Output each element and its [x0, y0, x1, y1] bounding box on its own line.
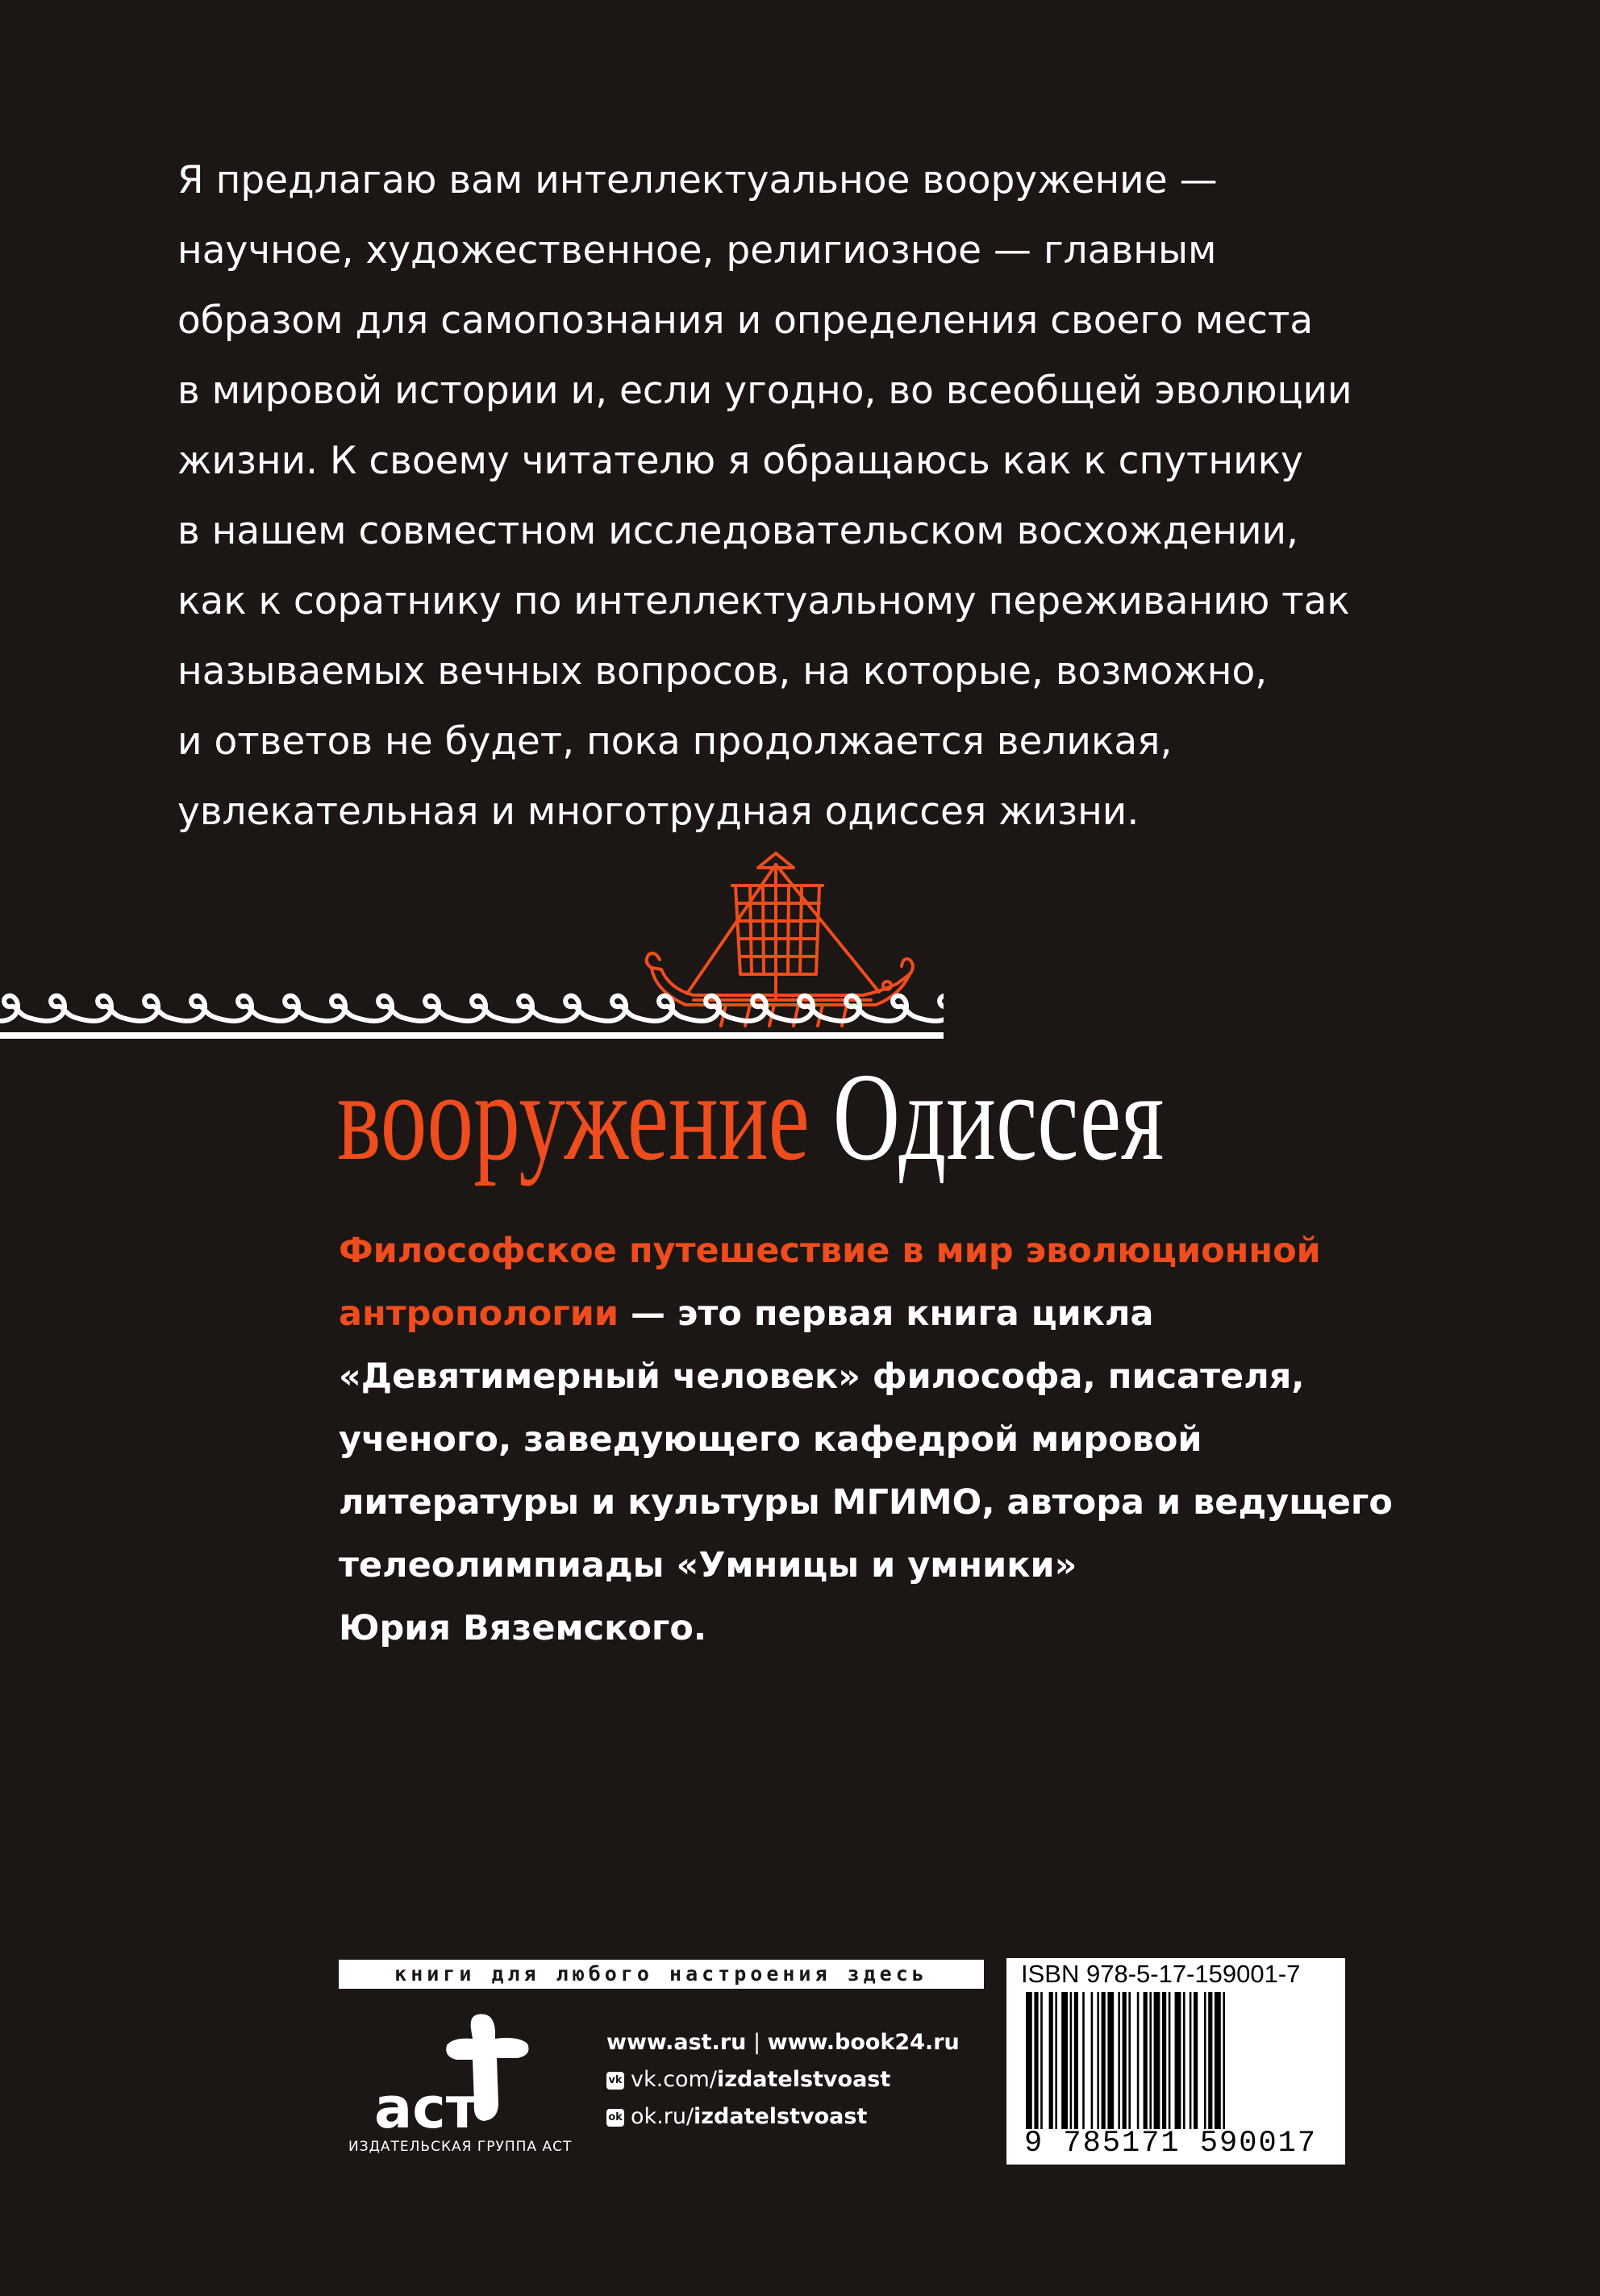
quote-line: называемых вечных вопросов, на которые, возможно,	[177, 649, 1268, 694]
barcode-bar	[1215, 1992, 1221, 2129]
barcode-bar	[1070, 1992, 1073, 2129]
desc-line: Философское путешествие в мир эволюционной	[339, 1231, 1321, 1271]
desc-line: ученого, заведующего кафедрой мировой	[339, 1419, 1202, 1460]
quote-line: жизни. К своему читателю я обращаюсь как к спутнику	[177, 439, 1303, 483]
barcode-bars	[1024, 1992, 1331, 2129]
quote-line: научное, художественное, религиозное — главным	[177, 228, 1217, 273]
barcode-bar	[1026, 1992, 1032, 2129]
barcode-bar	[1097, 1992, 1099, 2129]
barcode-bar	[1149, 1992, 1152, 2129]
quote-line: в мировой истории и, если угодно, во всеобщей эволюции	[177, 369, 1352, 413]
vk-prefix: vk.com/	[631, 2067, 717, 2092]
ast-logo	[373, 2006, 558, 2136]
barcode-bar	[1137, 1992, 1140, 2129]
book-title	[337, 1048, 1164, 1186]
quote-line: увлекательная и многотрудная одиссея жизни.	[177, 790, 1140, 834]
barcode-bar	[1175, 1992, 1181, 2129]
barcode-bar	[1034, 1992, 1038, 2129]
desc-line: Юрия Вяземского.	[339, 1608, 707, 1648]
barcode-bar	[1102, 1992, 1106, 2129]
ok-row[interactable]	[606, 2098, 960, 2136]
barcode-bar	[1061, 1992, 1068, 2129]
barcode-bar	[1049, 1992, 1053, 2129]
vk-icon: vk	[606, 2072, 624, 2090]
isbn-barcode	[1006, 1958, 1345, 2165]
barcode-bar	[1190, 1992, 1192, 2129]
logo-text: аст	[374, 2075, 479, 2136]
desc-accent: антропологии	[339, 1294, 619, 1334]
barcode-bar	[1128, 1992, 1131, 2129]
book-description	[339, 1219, 1484, 1660]
website-separator: |	[752, 2030, 761, 2055]
barcode-bar	[1118, 1992, 1120, 2129]
barcode-bar	[1204, 1992, 1206, 2129]
barcode-bar	[1040, 1992, 1043, 2129]
ok-icon: ok	[606, 2109, 624, 2127]
barcode-bar	[1162, 1992, 1166, 2129]
barcode-bar	[1082, 1992, 1085, 2129]
quote-line: и ответов не будет, пока продолжается великая,	[177, 719, 1173, 764]
desc-text: — это первая книга цикла	[618, 1294, 1154, 1334]
title-word-armament: вооружение	[337, 1047, 810, 1186]
barcode-bar	[1154, 1992, 1160, 2129]
vk-row[interactable]	[606, 2061, 960, 2098]
ok-prefix: ok.ru/	[631, 2104, 694, 2129]
quote-line: образом для самопознания и определения своего места	[177, 298, 1314, 343]
barcode-bar	[1123, 1992, 1127, 2129]
quote-line: как к соратнику по интеллектуальному переживанию так	[177, 579, 1350, 623]
website-book24[interactable]: www.book24.ru	[767, 2030, 960, 2055]
publisher-links	[606, 2024, 960, 2136]
desc-line	[339, 1282, 1484, 1345]
barcode-bar	[1194, 1992, 1198, 2129]
desc-line: телеолимпиады «Умницы и умники»	[339, 1545, 1077, 1586]
barcode-bar	[1183, 1992, 1185, 2129]
barcode-bar	[1074, 1992, 1078, 2129]
title-word-odysseus: Одиссея	[832, 1047, 1165, 1186]
desc-line: «Девятимерный человек» философа, писателя,	[339, 1356, 1305, 1397]
barcode-digits: 9 785171 590017	[1024, 2127, 1318, 2161]
desc-line: литературы и культуры МГИМО, автора и ведущего	[339, 1482, 1393, 1523]
website-ast[interactable]: www.ast.ru	[606, 2030, 747, 2055]
ok-handle: izdatelstvoast	[694, 2104, 868, 2129]
publisher-tagline: книги для любого настроения здесь	[339, 1960, 984, 1989]
intro-quote	[177, 145, 1435, 847]
isbn-label: ISBN 978-5-17-159001-7	[1021, 1960, 1301, 1988]
barcode-bar	[1091, 1992, 1094, 2129]
barcode-bar	[1055, 1992, 1057, 2129]
barcode-bar	[1107, 1992, 1114, 2129]
publisher-imprint: ИЗДАТЕЛЬСКАЯ ГРУППА АСТ	[348, 2139, 573, 2155]
barcode-bar	[1144, 1992, 1148, 2129]
greek-wave-border	[0, 985, 944, 1044]
barcode-bar	[1223, 1992, 1225, 2129]
websites-row	[606, 2024, 960, 2061]
barcode-bar	[1208, 1992, 1212, 2129]
barcode-bar	[1169, 1992, 1171, 2129]
quote-line: в нашем совместном исследовательском восхождении,	[177, 509, 1298, 553]
vk-handle: izdatelstvoast	[716, 2067, 891, 2092]
quote-line: Я предлагаю вам интеллектуальное вооружение —	[177, 158, 1218, 202]
